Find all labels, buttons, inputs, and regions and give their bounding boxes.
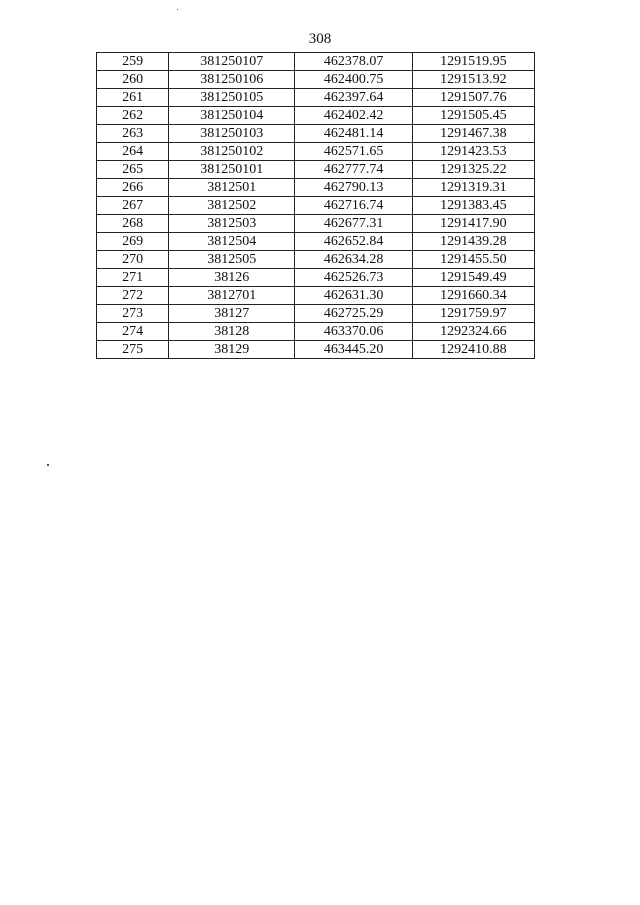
table-row bbox=[97, 161, 535, 179]
point-id-cell: 3812501 bbox=[169, 179, 295, 197]
y-coordinate-cell: 1292410.88 bbox=[412, 341, 534, 359]
row-number-cell: 271 bbox=[97, 269, 169, 287]
row-number-cell: 269 bbox=[97, 233, 169, 251]
y-coordinate-cell: 1291759.97 bbox=[412, 305, 534, 323]
point-id-cell: 3812504 bbox=[169, 233, 295, 251]
point-id-cell: 381250101 bbox=[169, 161, 295, 179]
point-id-cell: 3812505 bbox=[169, 251, 295, 269]
row-number-cell: 264 bbox=[97, 143, 169, 161]
table-row bbox=[97, 107, 535, 125]
table-row bbox=[97, 251, 535, 269]
x-coordinate-cell: 462777.74 bbox=[295, 161, 412, 179]
table-row bbox=[97, 53, 535, 71]
row-number-cell: 273 bbox=[97, 305, 169, 323]
table-row bbox=[97, 71, 535, 89]
x-coordinate-cell: 462378.07 bbox=[295, 53, 412, 71]
x-coordinate-cell: 462677.31 bbox=[295, 215, 412, 233]
y-coordinate-cell: 1291417.90 bbox=[412, 215, 534, 233]
y-coordinate-cell: 1292324.66 bbox=[412, 323, 534, 341]
y-coordinate-cell: 1291423.53 bbox=[412, 143, 534, 161]
point-id-cell: 381250106 bbox=[169, 71, 295, 89]
table-row bbox=[97, 197, 535, 215]
point-id-cell: 38128 bbox=[169, 323, 295, 341]
y-coordinate-cell: 1291513.92 bbox=[412, 71, 534, 89]
row-number-cell: 261 bbox=[97, 89, 169, 107]
row-number-cell: 268 bbox=[97, 215, 169, 233]
table-row bbox=[97, 179, 535, 197]
scan-speck bbox=[47, 464, 49, 466]
y-coordinate-cell: 1291467.38 bbox=[412, 125, 534, 143]
point-id-cell: 3812502 bbox=[169, 197, 295, 215]
x-coordinate-cell: 462652.84 bbox=[295, 233, 412, 251]
point-id-cell: 38126 bbox=[169, 269, 295, 287]
x-coordinate-cell: 463445.20 bbox=[295, 341, 412, 359]
y-coordinate-cell: 1291549.49 bbox=[412, 269, 534, 287]
point-id-cell: 38127 bbox=[169, 305, 295, 323]
point-id-cell: 381250103 bbox=[169, 125, 295, 143]
y-coordinate-cell: 1291319.31 bbox=[412, 179, 534, 197]
page-number: 308 bbox=[308, 31, 332, 47]
x-coordinate-cell: 462725.29 bbox=[295, 305, 412, 323]
x-coordinate-cell: 462402.42 bbox=[295, 107, 412, 125]
table-row bbox=[97, 305, 535, 323]
y-coordinate-cell: 1291660.34 bbox=[412, 287, 534, 305]
row-number-cell: 274 bbox=[97, 323, 169, 341]
table-row bbox=[97, 125, 535, 143]
x-coordinate-cell: 462716.74 bbox=[295, 197, 412, 215]
y-coordinate-cell: 1291455.50 bbox=[412, 251, 534, 269]
x-coordinate-cell: 462571.65 bbox=[295, 143, 412, 161]
table-row bbox=[97, 143, 535, 161]
y-coordinate-cell: 1291439.28 bbox=[412, 233, 534, 251]
point-id-cell: 381250102 bbox=[169, 143, 295, 161]
table-row bbox=[97, 269, 535, 287]
point-id-cell: 381250105 bbox=[169, 89, 295, 107]
row-number-cell: 259 bbox=[97, 53, 169, 71]
table-row bbox=[97, 89, 535, 107]
table-row bbox=[97, 323, 535, 341]
row-number-cell: 263 bbox=[97, 125, 169, 143]
point-id-cell: 3812503 bbox=[169, 215, 295, 233]
row-number-cell: 275 bbox=[97, 341, 169, 359]
y-coordinate-cell: 1291505.45 bbox=[412, 107, 534, 125]
row-number-cell: 267 bbox=[97, 197, 169, 215]
row-number-cell: 272 bbox=[97, 287, 169, 305]
x-coordinate-cell: 462481.14 bbox=[295, 125, 412, 143]
x-coordinate-cell: 462400.75 bbox=[295, 71, 412, 89]
x-coordinate-cell: 462526.73 bbox=[295, 269, 412, 287]
table-row bbox=[97, 341, 535, 359]
x-coordinate-cell: 463370.06 bbox=[295, 323, 412, 341]
scan-speck bbox=[177, 9, 178, 10]
row-number-cell: 262 bbox=[97, 107, 169, 125]
table-row bbox=[97, 233, 535, 251]
x-coordinate-cell: 462634.28 bbox=[295, 251, 412, 269]
x-coordinate-cell: 462631.30 bbox=[295, 287, 412, 305]
point-id-cell: 381250104 bbox=[169, 107, 295, 125]
coordinates-table bbox=[96, 52, 535, 359]
y-coordinate-cell: 1291325.22 bbox=[412, 161, 534, 179]
coordinates-table-body bbox=[97, 53, 535, 359]
table-row bbox=[97, 215, 535, 233]
y-coordinate-cell: 1291519.95 bbox=[412, 53, 534, 71]
table-row bbox=[97, 287, 535, 305]
y-coordinate-cell: 1291507.76 bbox=[412, 89, 534, 107]
point-id-cell: 381250107 bbox=[169, 53, 295, 71]
row-number-cell: 270 bbox=[97, 251, 169, 269]
row-number-cell: 260 bbox=[97, 71, 169, 89]
point-id-cell: 38129 bbox=[169, 341, 295, 359]
y-coordinate-cell: 1291383.45 bbox=[412, 197, 534, 215]
x-coordinate-cell: 462790.13 bbox=[295, 179, 412, 197]
x-coordinate-cell: 462397.64 bbox=[295, 89, 412, 107]
row-number-cell: 266 bbox=[97, 179, 169, 197]
row-number-cell: 265 bbox=[97, 161, 169, 179]
point-id-cell: 3812701 bbox=[169, 287, 295, 305]
